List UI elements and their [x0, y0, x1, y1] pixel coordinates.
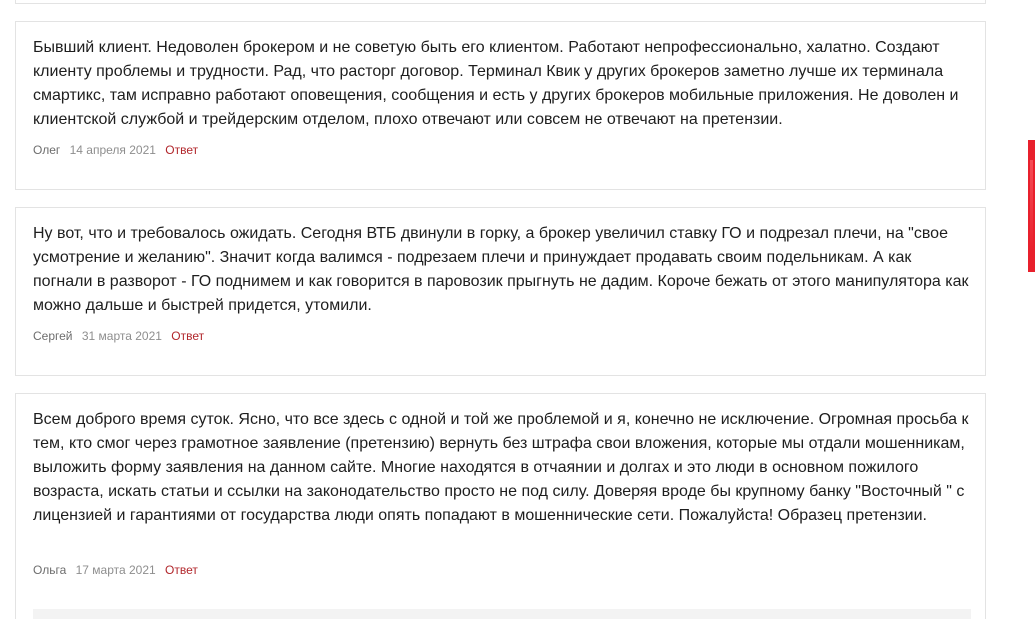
comment-text: Ну вот, что и требовалось ожидать. Сегодня ВТБ двинули в горку, а брокер увеличил ставку ГО и подрезал плечи, на "свое усмотрение и желанию". Значит когда валимся - подрезаем плечи и принуждает продавать своим подельникам. А как погнали в разворот - ГО поднимем и как говорится в паровозик прыгнуть не дадим. Короче бежать от этого манипулятора как можно дальше и быстрей придется, утомили.: [33, 225, 969, 314]
comment-text: Всем доброго время суток. Ясно, что все здесь с одной и той же проблемой и я, конечно не исключение. Огромная просьба к тем, кто смог через грамотное заявление (претензию) вернуть без штрафа свои вложения, которые мы отдали мошенникам, выложить форму заявления на данном сайте. Многие находятся в отчаянии и долгах и это люди в основном пожилого возраста, искать статьи и ссылки на законодательство просто не под силу. Доверяя вроде бы крупному банку "Восточный " с лицензией и гарантиями от государства люди опять попадают в мошеннические сети. Пожалуйста! Образец претензии.: [33, 411, 969, 524]
comment-author: Олег: [33, 143, 61, 157]
comment-card: [15, 207, 986, 376]
comment-date: 14 апреля 2021: [69, 143, 156, 157]
reply-link[interactable]: Ответ: [165, 143, 199, 157]
comment-date: 31 марта 2021: [81, 329, 162, 343]
comment-meta: [33, 329, 204, 343]
previous-comment-card: [15, 0, 986, 4]
side-banner-strip[interactable]: [1028, 140, 1035, 272]
comment-meta: [33, 143, 198, 157]
comment-card: [15, 21, 986, 190]
reply-link[interactable]: Ответ: [165, 563, 198, 577]
comment-date: 17 марта 2021: [75, 563, 156, 577]
comment-card: [15, 393, 986, 619]
comment-author: Сергей: [33, 329, 73, 343]
reply-link[interactable]: Ответ: [171, 329, 205, 343]
comment-text: Бывший клиент. Недоволен брокером и не советую быть его клиентом. Работают непрофессионально, халатно. Создают клиенту проблемы и трудности. Рад, что расторг договор. Терминал Квик у других брокеров заметно лучше их терминала смартикс, там исправно работают оповещения, сообщения и есть у других брокеров мобильные приложения. Не доволен и клиентской службой и трейдерским отделом, плохо отвечают или совсем не отвечают на претензии.: [33, 39, 959, 128]
comment-author: Ольга: [33, 563, 67, 577]
comment-meta: [33, 563, 198, 577]
nested-reply-box: [33, 609, 971, 619]
